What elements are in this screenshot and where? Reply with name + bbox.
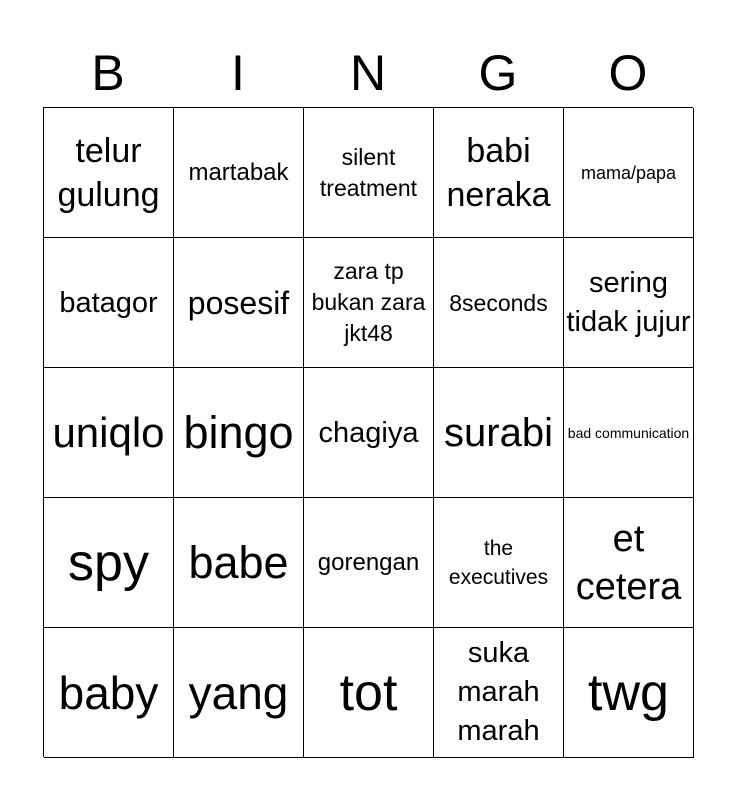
cell-text: batagor xyxy=(59,286,158,319)
cell-text: sering tidak jujur xyxy=(566,266,691,338)
cell-text: yang xyxy=(188,666,289,719)
bingo-cell-r1c1[interactable] xyxy=(44,108,174,238)
header-letter-i: I xyxy=(231,45,245,101)
cell-text: bad communication xyxy=(567,424,690,441)
cell-text: chagiya xyxy=(318,416,419,449)
cell-text: surabi xyxy=(444,410,553,455)
cell-text: babi neraka xyxy=(446,131,551,214)
cell-text: suka marah marah xyxy=(457,637,540,747)
bingo-cell-r4c5[interactable] xyxy=(564,498,694,628)
cell-text: zara tp bukan zara jkt48 xyxy=(311,258,426,346)
bingo-cell-r2c2[interactable] xyxy=(174,238,304,368)
cell-text: baby xyxy=(58,666,159,719)
bingo-cell-r2c4[interactable] xyxy=(434,238,564,368)
bingo-cell-r4c2[interactable] xyxy=(174,498,304,628)
bingo-cell-r1c4[interactable] xyxy=(434,108,564,238)
bingo-cell-r5c3[interactable] xyxy=(304,628,434,758)
cell-text: tot xyxy=(339,663,398,722)
bingo-grid xyxy=(43,107,693,757)
bingo-cell-r1c2[interactable] xyxy=(174,108,304,238)
cell-text: twg xyxy=(588,663,669,722)
bingo-cell-r3c1[interactable] xyxy=(44,368,174,498)
bingo-cell-r5c5[interactable] xyxy=(564,628,694,758)
bingo-cell-r2c1[interactable] xyxy=(44,238,174,368)
cell-text: posesif xyxy=(187,284,290,321)
cell-text: the executives xyxy=(448,536,549,589)
header-letter-g: G xyxy=(478,45,518,101)
header-letter-o: O xyxy=(608,45,648,101)
bingo-cell-r3c5[interactable] xyxy=(564,368,694,498)
bingo-header xyxy=(43,40,693,106)
cell-text: bingo xyxy=(183,406,294,458)
bingo-cell-r1c5[interactable] xyxy=(564,108,694,238)
bingo-cell-r5c4[interactable] xyxy=(434,628,564,758)
bingo-cell-r2c3[interactable] xyxy=(304,238,434,368)
cell-text: babe xyxy=(188,536,289,588)
bingo-cell-r1c3[interactable] xyxy=(304,108,434,238)
bingo-cell-r3c3[interactable] xyxy=(304,368,434,498)
bingo-cell-r4c4[interactable] xyxy=(434,498,564,628)
cell-text: martabak xyxy=(188,158,289,186)
cell-text: et cetera xyxy=(575,517,682,608)
cell-text: telur gulung xyxy=(57,131,160,214)
bingo-cell-r3c4[interactable] xyxy=(434,368,564,498)
header-letter-b: B xyxy=(91,45,125,101)
cell-text: uniqlo xyxy=(52,408,165,456)
bingo-cell-r4c3[interactable] xyxy=(304,498,434,628)
bingo-cell-r2c5[interactable] xyxy=(564,238,694,368)
header-letter-n: N xyxy=(349,45,387,101)
bingo-cell-r3c2[interactable] xyxy=(174,368,304,498)
bingo-cell-r4c1[interactable] xyxy=(44,498,174,628)
cell-text: gorengan xyxy=(317,548,420,576)
bingo-cell-r5c1[interactable] xyxy=(44,628,174,758)
cell-text: spy xyxy=(68,533,149,592)
cell-text: silent treatment xyxy=(319,143,418,201)
bingo-cell-r5c2[interactable] xyxy=(174,628,304,758)
cell-text: mama/papa xyxy=(580,162,677,183)
cell-text: 8seconds xyxy=(449,289,548,316)
